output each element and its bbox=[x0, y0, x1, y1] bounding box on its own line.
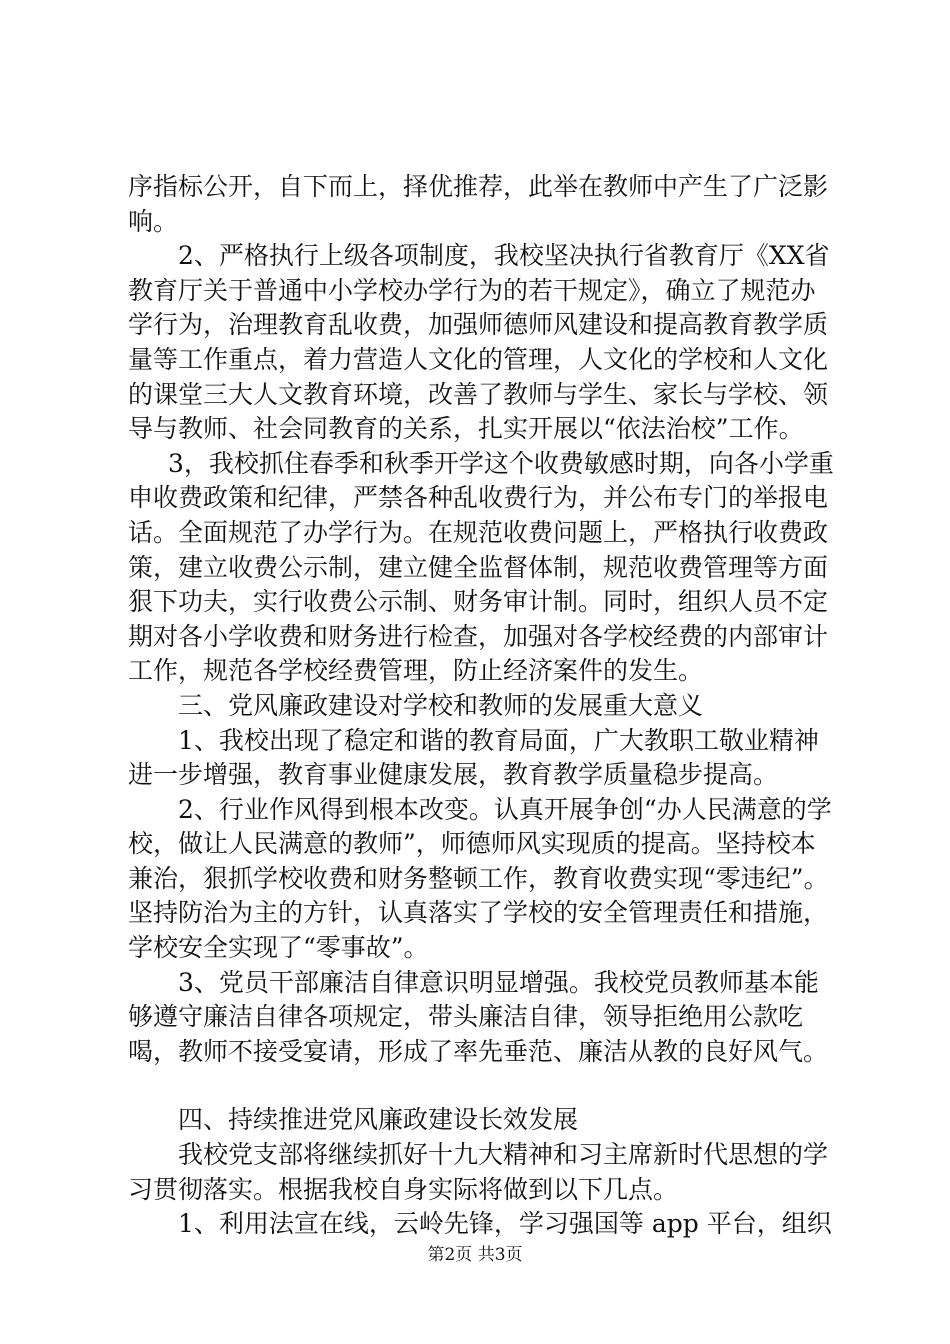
paragraph-spacer bbox=[128, 1069, 838, 1103]
section-heading-4: 四、持续推进党风廉政建设长效发展 bbox=[178, 1105, 579, 1135]
paragraph-7: 我校党支部将继续抓好十九大精神和习主席新时代思想的学习贯彻落实。根据我校自身实际将做到以下几点。 bbox=[128, 1140, 829, 1204]
paragraph-3: 3，我校抓住春季和秋季开学这个收费敏感时期，向各小学重申收费政策和纪律，严禁各种乱收费行为，并公布专门的举报电话。全面规范了办学行为。在规范收费问题上，严格执行收费政策，建立收费公示制，建立健全监督体制，规范收费管理等方面狠下功夫，实行收费公示制、财务审计制。同时，组织人员不定期对各小学收费和财务进行检查，加强对各学校经费的内部审计工作，规范各学校经费管理，防止经济案件的发生。 bbox=[128, 448, 834, 686]
paragraph-1: 序指标公开，自下而上，择优推荐，此举在教师中产生了广泛影响。 bbox=[128, 172, 829, 236]
paragraph-2: 2、严格执行上级各项制度，我校坚决执行省教育厅《XX省教育厅关于普通中小学校办学行为的若干规定》，确立了规范办学行为，治理教育乱收费，加强师德师风建设和提高教育教学质量等工作重点，着力营造人文化的管理，人文化的学校和人文化的课堂三大人文教育环境，改善了教师与学生、家长与学校、领导与教师、社会同教育的关系，扎实开展以“依法治校”工作。 bbox=[128, 241, 830, 444]
paragraph-4: 1、我校出现了稳定和谐的教育局面，广大教职工敬业精神进一步增强，教育事业健康发展，教育教学质量稳步提高。 bbox=[128, 725, 819, 790]
page-number: 第2页 共3页 bbox=[427, 1245, 523, 1265]
paragraph-6: 3、党员干部廉洁自律意识明显增强。我校党员教师基本能够遵守廉洁自律各项规定，带头廉洁自律，领导拒绝用公款吃喝，教师不接受宴请，形成了率先垂范、廉洁从教的良好风气。 bbox=[128, 967, 829, 1066]
section-heading-3: 三、党风廉政建设对学校和教师的发展重大意义 bbox=[178, 690, 704, 720]
paragraph-5: 2、行业作风得到根本改变。认真开展争创“办人民满意的学校，做让人民满意的教师”，师德师风实现质的提高。坚持校本兼治，狠抓学校收费和财务整顿工作，教育收费实现“零违纪”。坚持防治为主的方针，认真落实了学校的安全管理责任和措施，学校安全实现了“零事故”。 bbox=[128, 794, 832, 963]
paragraph-8: 1、利用法宣在线，云岭先锋，学习强国等 app 平台，组织 bbox=[178, 1209, 832, 1239]
document-body bbox=[128, 170, 838, 1242]
